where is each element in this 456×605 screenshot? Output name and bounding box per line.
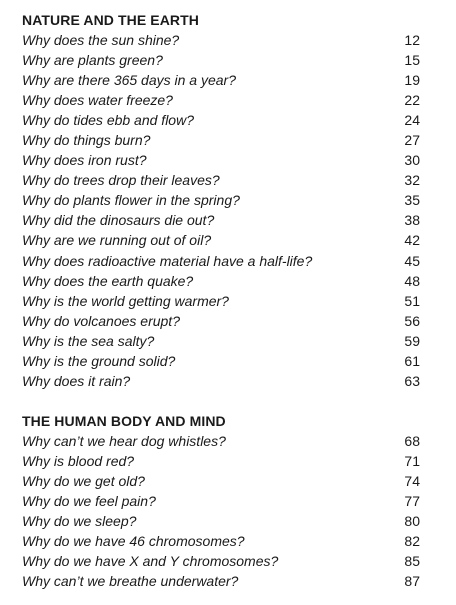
entry-question: Why can’t we hear dog whistles? <box>22 432 226 449</box>
entry-page-number: 15 <box>404 52 420 69</box>
toc-entry <box>22 351 422 371</box>
section-title: THE HUMAN BODY AND MIND <box>22 412 226 429</box>
toc-entry <box>22 571 422 591</box>
toc-entry <box>22 70 422 90</box>
entry-page-number: 68 <box>404 432 420 449</box>
entry-question: Why can’t we breathe underwater? <box>22 573 239 590</box>
toc-entry <box>22 371 422 391</box>
entry-question: Why do we have X and Y chromosomes? <box>22 553 279 570</box>
entry-page-number: 19 <box>404 72 420 89</box>
entry-page-number: 22 <box>404 92 420 109</box>
section-spacer <box>22 391 422 411</box>
entry-question: Why did the dinosaurs die out? <box>22 212 215 229</box>
entry-question: Why is the sea salty? <box>22 332 155 349</box>
toc-entry <box>22 30 422 50</box>
entry-question: Why do we feel pain? <box>22 492 156 509</box>
entry-question: Why does the sun shine? <box>22 32 180 48</box>
entry-question: Why do volcanoes erupt? <box>22 312 180 329</box>
section-title: NATURE AND THE EARTH <box>22 12 199 28</box>
entry-page-number: 35 <box>404 192 420 209</box>
entry-question: Why do tides ebb and flow? <box>22 112 194 129</box>
toc-entry <box>22 431 422 451</box>
entry-question: Why are we running out of oil? <box>22 232 212 249</box>
entry-page-number: 51 <box>404 292 420 309</box>
entry-question: Why do trees drop their leaves? <box>22 172 220 189</box>
entry-question: Why does radioactive material have a half-life? <box>22 252 313 269</box>
entry-page-number: 45 <box>404 252 420 269</box>
toc-entry <box>22 251 422 271</box>
toc-entry <box>22 230 422 250</box>
entry-page-number: 59 <box>404 332 420 349</box>
toc-entry <box>22 170 422 190</box>
toc-entry <box>22 491 422 511</box>
toc-entry <box>22 291 422 311</box>
entry-page-number: 71 <box>404 452 420 469</box>
toc-entry <box>22 130 422 150</box>
toc-entry <box>22 210 422 230</box>
entry-page-number: 87 <box>404 573 420 590</box>
entry-page-number: 82 <box>404 533 420 550</box>
entry-question: Why does iron rust? <box>22 152 147 169</box>
entry-question: Why is the world getting warmer? <box>22 292 229 309</box>
toc-entry <box>22 551 422 571</box>
entry-page-number: 85 <box>404 553 420 570</box>
entry-question: Why does it rain? <box>22 372 131 389</box>
entry-page-number: 12 <box>404 32 420 48</box>
toc-entry <box>22 451 422 471</box>
entry-question: Why does water freeze? <box>22 92 173 109</box>
entry-question: Why is the ground solid? <box>22 352 176 369</box>
toc-entry <box>22 331 422 351</box>
entry-question: Why do we get old? <box>22 472 145 489</box>
toc-entry <box>22 471 422 491</box>
entry-question: Why does the earth quake? <box>22 272 194 289</box>
entry-question: Why do plants flower in the spring? <box>22 192 240 209</box>
toc-entry <box>22 110 422 130</box>
section-human-body-and-mind <box>22 411 422 591</box>
toc-entry <box>22 271 422 291</box>
entry-page-number: 56 <box>404 312 420 329</box>
entry-question: Why is blood red? <box>22 452 135 469</box>
table-of-contents <box>22 10 422 591</box>
entry-page-number: 80 <box>404 513 420 530</box>
toc-entry <box>22 50 422 70</box>
toc-entry <box>22 311 422 331</box>
entry-question: Why do we have 46 chromosomes? <box>22 533 245 550</box>
entry-page-number: 63 <box>404 372 420 389</box>
toc-entry <box>22 190 422 210</box>
entry-page-number: 48 <box>404 272 420 289</box>
entry-page-number: 24 <box>404 112 420 129</box>
toc-entry <box>22 90 422 110</box>
entry-question: Why are there 365 days in a year? <box>22 72 237 89</box>
toc-entry <box>22 511 422 531</box>
toc-entry <box>22 531 422 551</box>
toc-entry <box>22 150 422 170</box>
entry-page-number: 61 <box>404 352 420 369</box>
entry-page-number: 38 <box>404 212 420 229</box>
entry-page-number: 32 <box>404 172 420 189</box>
entry-page-number: 27 <box>404 132 420 149</box>
entry-question: Why do we sleep? <box>22 513 137 530</box>
entry-page-number: 42 <box>404 232 420 249</box>
entry-page-number: 30 <box>404 152 420 169</box>
section-nature-and-the-earth <box>22 10 422 391</box>
entry-question: Why do things burn? <box>22 132 151 149</box>
entry-page-number: 77 <box>404 492 420 509</box>
entry-question: Why are plants green? <box>22 52 163 69</box>
entry-page-number: 74 <box>404 472 420 489</box>
